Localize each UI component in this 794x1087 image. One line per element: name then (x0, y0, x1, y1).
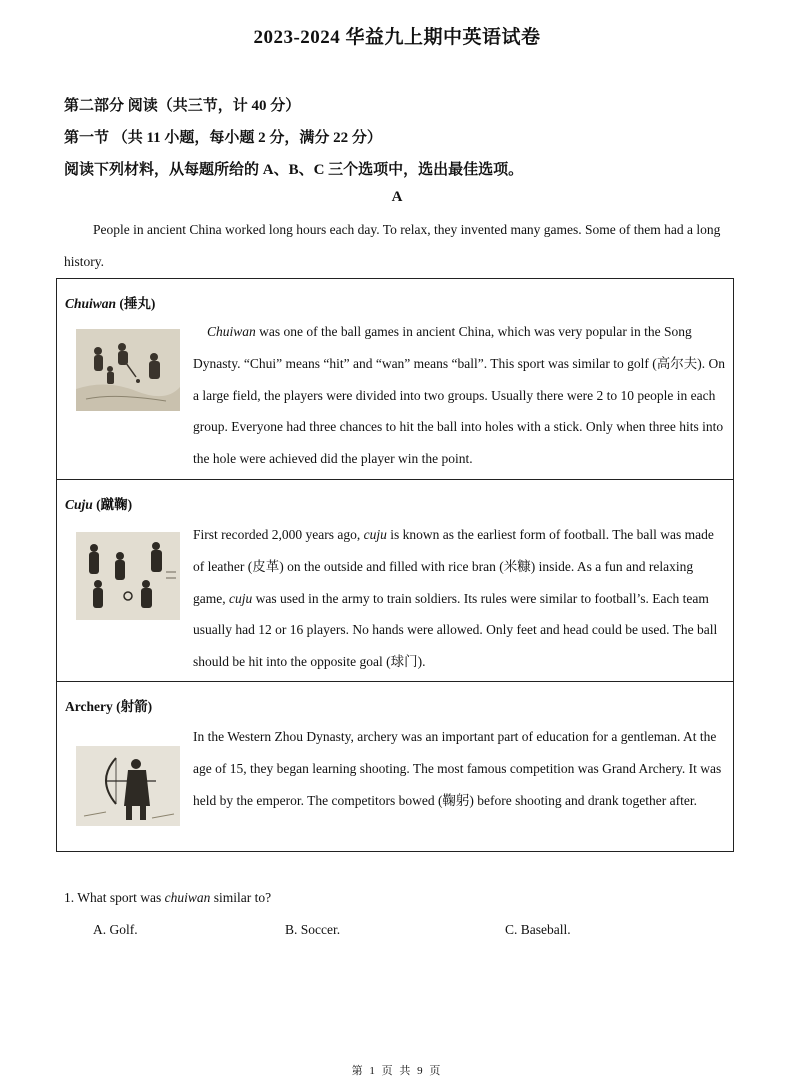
row-title-zh: (捶丸) (119, 296, 156, 311)
row-title-zh: (射箭) (116, 699, 153, 714)
document-title: 2023-2024 华益九上期中英语试卷 (253, 27, 541, 48)
page-footer: 第 1 页 共 9 页 (351, 1065, 443, 1077)
row-title-en: Cuju (65, 497, 93, 512)
intro-paragraph: People in ancient China worked long hours each day. To relax, they invented many games. Some of them had a long history. (64, 222, 721, 269)
instruction-text: 阅读下列材料，从每题所给的 A、B、C 三个选项中，选出最佳选项。 (64, 162, 524, 178)
table-row-chuiwan (57, 279, 733, 479)
option-c[interactable]: C. Baseball. (505, 922, 571, 937)
row-text-chuiwan: Chuiwan was one of the ball games in ancient China, which was very popular in the Song Dynasty. “Chui” means “hit” and “wan” means “ball”. This sport was similar to golf (高尔夫). On a large field, the players were divided into two groups. Usually there were 2 to 10 people in each group. Everyone had three chances to hit the ball into holes with a stick. Only when three hits into the hole were achieved did the player win the point. (193, 324, 725, 467)
row-title-zh: (蹴鞠) (96, 497, 133, 512)
section-heading: 第一节 （共 11 小题，每小题 2 分，满分 22 分） (64, 130, 382, 146)
option-b[interactable]: B. Soccer. (285, 922, 341, 937)
question-1: 1. What sport was chuiwan similar to? (64, 890, 272, 905)
row-title-cuju (65, 493, 132, 513)
passage-label: A (391, 189, 403, 205)
row-text-archery: In the Western Zhou Dynasty, archery was an important part of education for a gentleman. At the age of 15, they began learning shooting. The most famous competition was Grand Archery. It was held by the emperor. The competitors bowed (鞠躬) before shooting and drank together after. (193, 729, 722, 808)
chuiwan-painting-image (76, 329, 180, 411)
games-table (56, 278, 734, 852)
table-row-archery (57, 681, 733, 852)
row-title-chuiwan (65, 292, 155, 312)
table-row-cuju (57, 479, 733, 682)
cuju-painting-image (76, 532, 180, 620)
archery-painting-image (76, 746, 180, 826)
row-title-en: Archery (65, 699, 113, 714)
row-title-archery (65, 695, 152, 715)
part-heading: 第二部分 阅读（共三节，计 40 分） (64, 98, 301, 114)
option-a[interactable]: A. Golf. (93, 922, 138, 937)
row-text-cuju: First recorded 2,000 years ago, cuju is known as the earliest form of football. The ball was made of leather (皮革) on the outside and filled with rice bran (米糠) inside. As a fun and relaxing game, cuju was used in the army to train soldiers. Its rules were similar to football’s. Each team usually had 12 or 16 players. No hands were allowed. Only feet and head could be used. The ball should be hit into the opposite goal (球门). (193, 527, 718, 670)
row-title-en: Chuiwan (65, 296, 117, 311)
